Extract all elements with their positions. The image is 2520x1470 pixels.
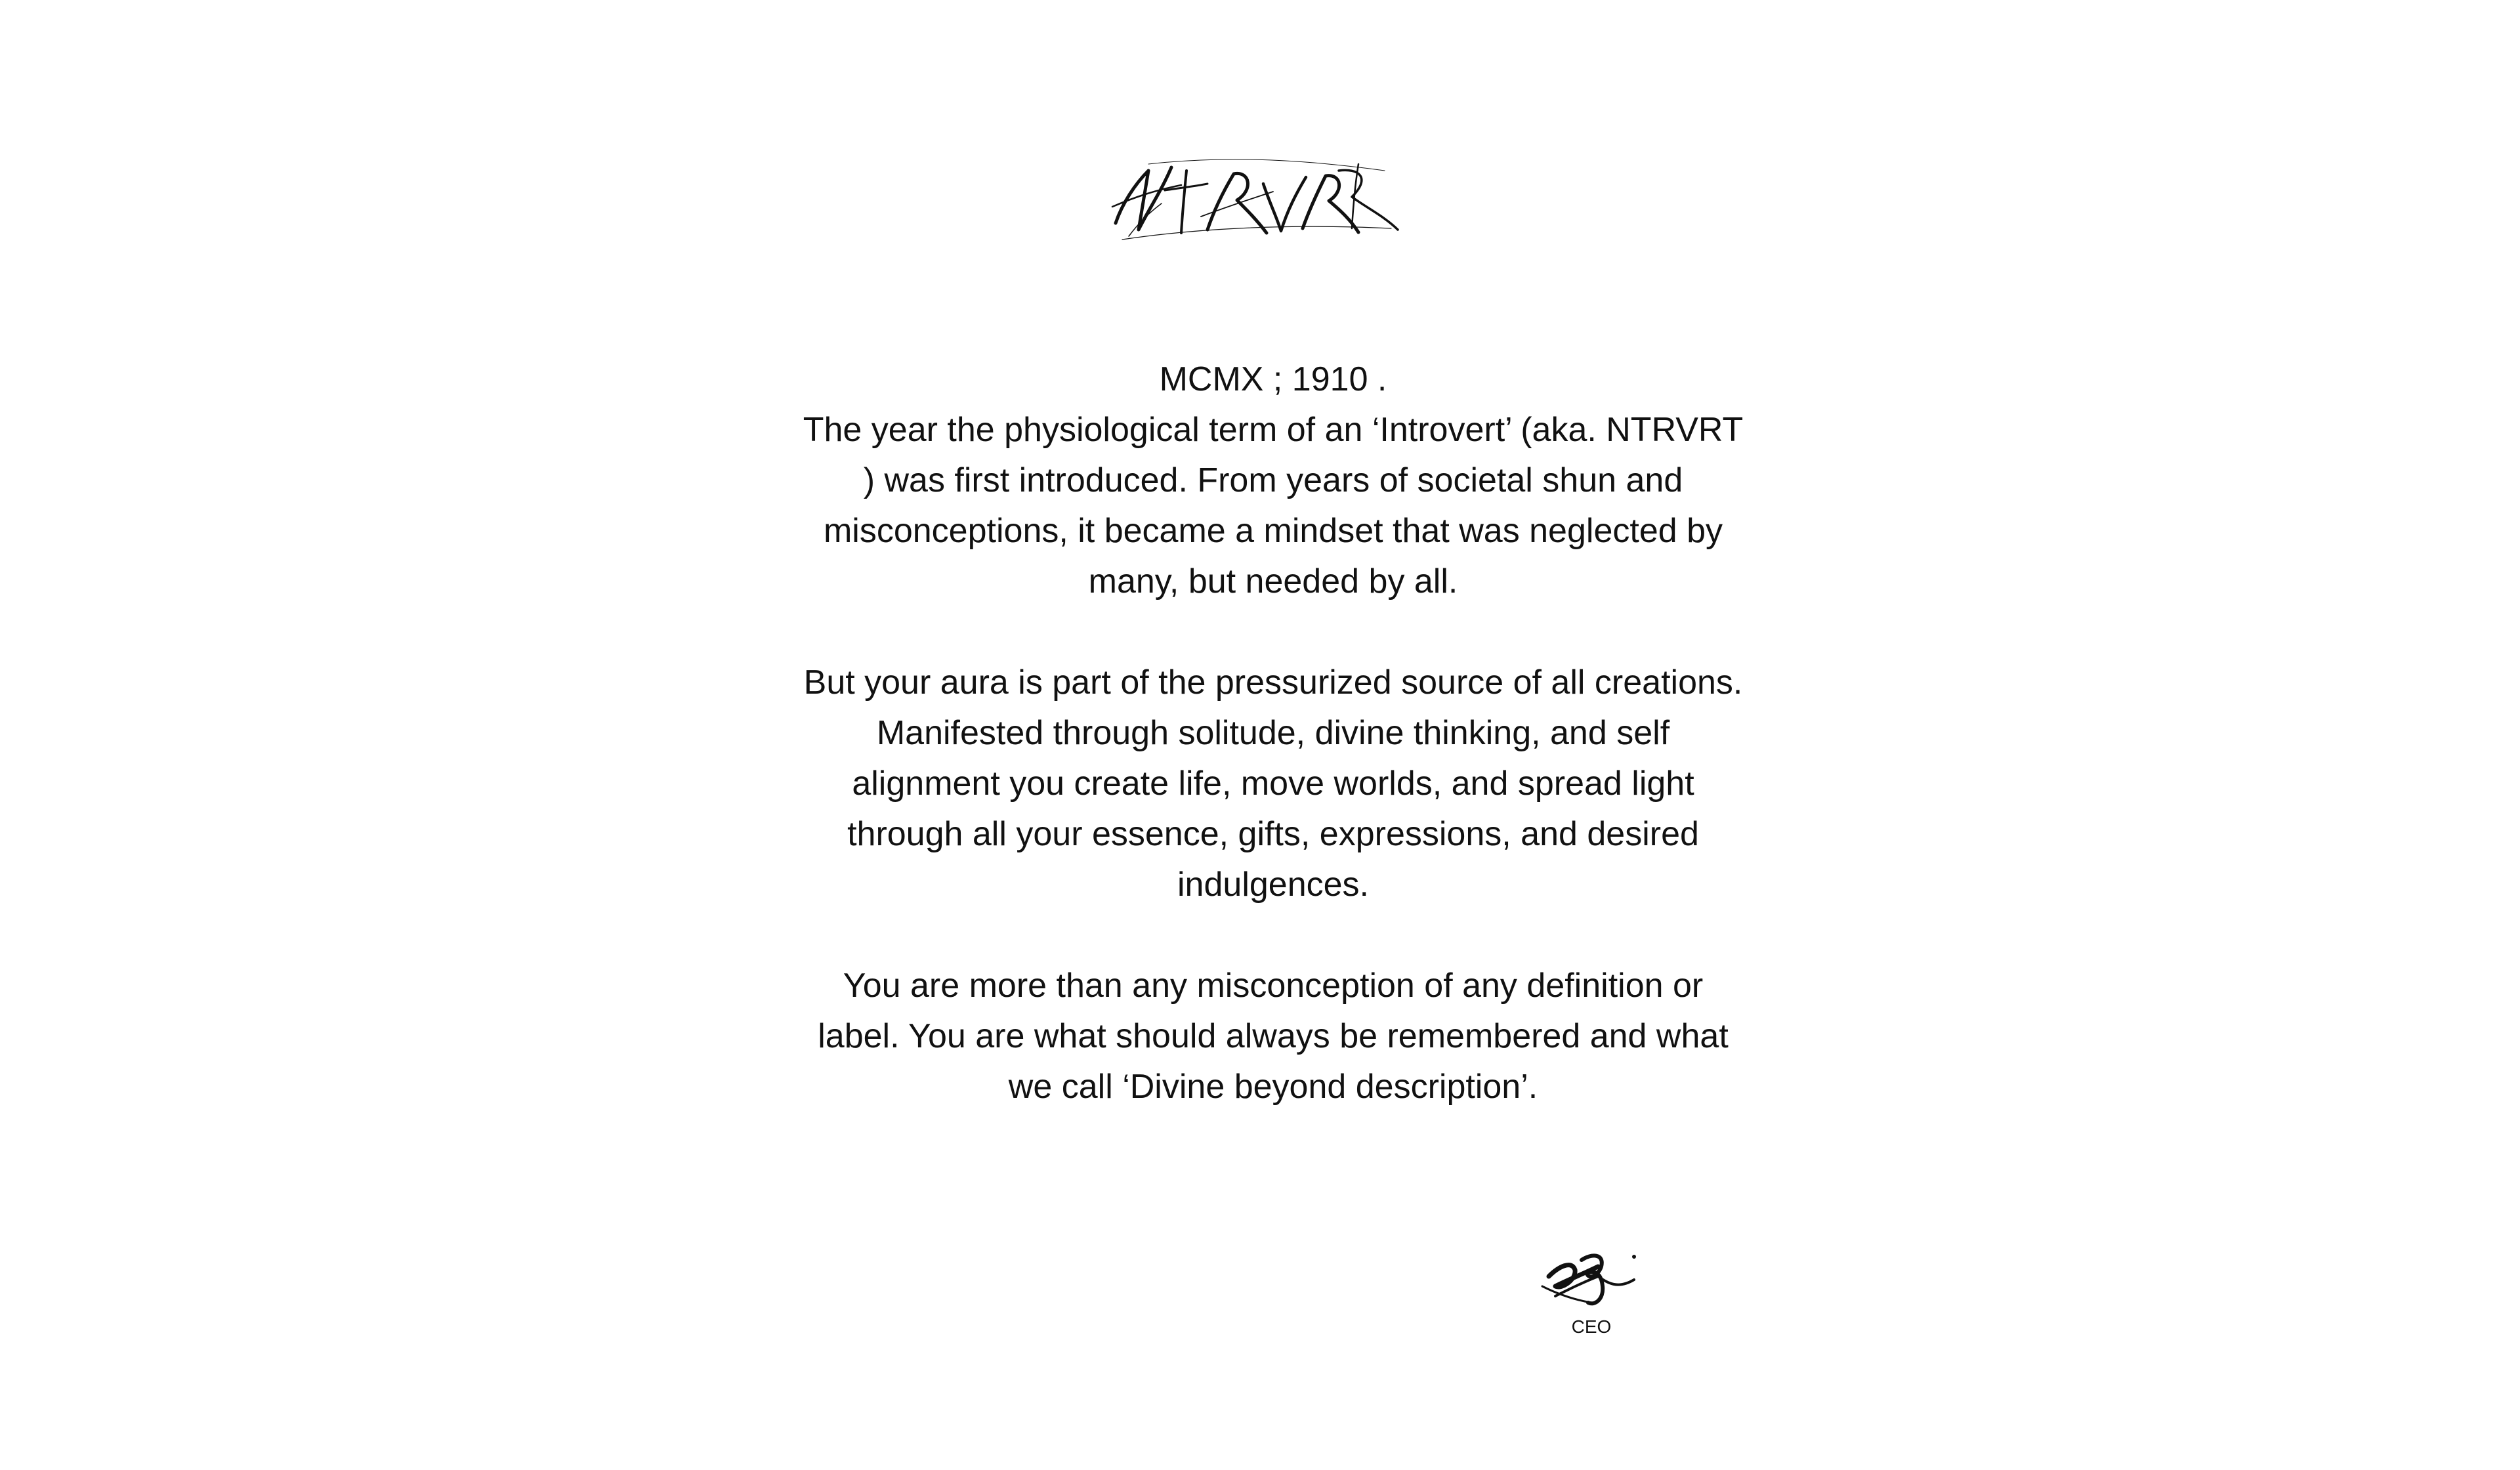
paragraph-2: But your aura is part of the pressurized source of all creations. Manifested through solitude, divine thinking, and self alignment you create life, move worlds, and spread light through all your essence, gifts, expressions, and desired indulgences. xyxy=(803,663,1743,904)
brand-logo xyxy=(1109,144,1404,249)
manifesto-text xyxy=(801,354,1746,1112)
signer-title: CEO xyxy=(1571,1316,1612,1337)
letter-heading: MCMX ; 1910 . xyxy=(1159,360,1387,398)
signature-icon xyxy=(1536,1240,1647,1312)
paragraph-1: The year the physiological term of an ‘Introvert’ (aka. NTRVRT ) was first introduced. From years of societal shun and misconceptions, it became a mindset that was neglected by many, but needed by all. xyxy=(803,411,1744,600)
letter-intro xyxy=(801,354,1746,607)
paragraph-3: You are more than any misconception of any definition or label. You are what should always be remembered and what we call ‘Divine beyond description’. xyxy=(818,967,1729,1106)
